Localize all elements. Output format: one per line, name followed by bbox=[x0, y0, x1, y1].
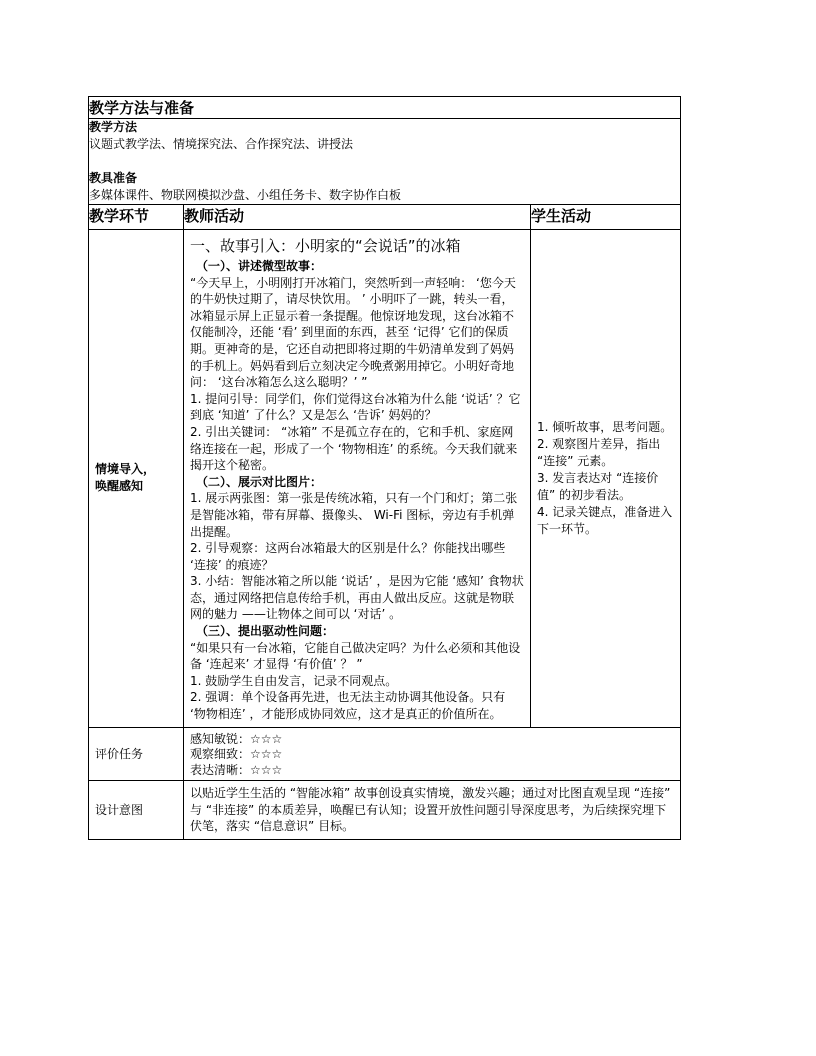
driving-question: “如果只有一台冰箱，它能自己做决定吗？为什么必须和其他设备 ‘连起来’ 才显得 ‘有价值’ ？ ” bbox=[190, 640, 521, 672]
design-intent-row bbox=[89, 781, 681, 840]
teacher-step: 1. 展示两张图：第一张是传统冰箱，只有一个门和灯；第二张是智能冰箱，带有屏幕、摄像头、 Wi-Fi 图标，旁边有手机弹出提醒。 bbox=[190, 491, 518, 539]
evaluation-label: 评价任务 bbox=[89, 727, 184, 781]
student-activity-cell bbox=[531, 230, 681, 728]
teacher-step: 1. 提问引导：同学们，你们觉得这台冰箱为什么能 ‘说话’ ？它到底 ‘知道’ 了什么？又是怎么 ‘告诉’ 妈妈的？ bbox=[190, 391, 521, 423]
column-header-teacher: 教师活动 bbox=[184, 205, 531, 230]
teacher-step: 3. 小结：智能冰箱之所以能 ‘说话’ ，是因为它能 ‘感知’ 食物状态，通过网络把信息传给手机，再由人做出反应。这就是物联网的魅力 ——让物体之间可以 ‘对话’ 。 bbox=[190, 574, 524, 622]
teacher-step: 2. 强调：单个设备再先进，也无法主动协调其他设备。只有 ‘物物相连’ ，才能形成协同效应，这才是真正的价值所在。 bbox=[190, 690, 506, 722]
evaluation-row bbox=[89, 727, 681, 781]
evaluation-cell bbox=[184, 727, 681, 781]
student-item: 3. 发言表达对 “连接价值” 的初步看法。 bbox=[537, 470, 659, 502]
tools-text: 多媒体课件、物联网模拟沙盘、小组任务卡、数字协作白板 bbox=[89, 188, 402, 202]
column-header-student: 学生活动 bbox=[531, 205, 681, 230]
evaluation-item: 表达清晰：☆☆☆ bbox=[190, 762, 283, 777]
teacher-activity-cell bbox=[184, 230, 531, 728]
methods-prep-row bbox=[89, 119, 681, 205]
column-header-stage: 教学环节 bbox=[89, 205, 184, 230]
student-item: 2. 观察图片差异，指出 “连接” 元素。 bbox=[537, 436, 661, 468]
teacher-step: 2. 引导观察：这两台冰箱最大的区别是什么？你能找出哪些 ‘连接’ 的痕迹？ bbox=[190, 541, 506, 572]
story-paragraph: “今天早上，小明刚打开冰箱门，突然听到一声轻响： ‘您今天的牛奶快过期了，请尽快饮用。 ’ 小明吓了一跳，转头一看，冰箱显示屏上正显示着一条提醒。他惊讶地发现，这台冰箱不仅能制冷，还能 ‘看’ 到里面的东西，甚至 ‘记得’ 它们的保质期。更神奇的是，它还自动把即将过期的牛奶清单发到了妈妈的手机上。妈妈看到后立刻决定今晚煮粥用掉它。小明好奇地问： ‘这台冰箱怎么这么聪明？’ ” bbox=[190, 275, 516, 390]
part3-title: （三）、提出驱动性问题： bbox=[196, 624, 335, 639]
teacher-step: 2. 引出关键词： “冰箱” 不是孤立存在的，它和手机、家庭网络连接在一起，形成了一个 ‘物物相连’ 的系统。今天我们就来揭开这个秘密。 bbox=[190, 424, 518, 473]
stage-name-line: 情境导入， bbox=[95, 462, 156, 477]
stage-name-cell bbox=[89, 230, 184, 728]
methods-prep-cell bbox=[89, 119, 681, 205]
evaluation-item: 感知敏锐：☆☆☆ bbox=[190, 731, 283, 746]
methods-text: 议题式教学法、情境探究法、合作探究法、讲授法 bbox=[89, 137, 354, 151]
teacher-step: 1. 鼓励学生自由发言，记录不同观点。 bbox=[190, 673, 398, 688]
design-intent-label: 设计意图 bbox=[89, 781, 184, 840]
part2-title: （二）、展示对比图片： bbox=[196, 474, 323, 489]
part1-title: （一）、讲述微型故事： bbox=[196, 259, 323, 273]
activity-row bbox=[89, 230, 681, 728]
evaluation-item: 观察细致：☆☆☆ bbox=[190, 747, 283, 762]
stage-name-line: 唤醒感知 bbox=[95, 479, 144, 494]
student-item: 4. 记录关键点，准备进入下一环节。 bbox=[537, 504, 673, 536]
student-item: 1. 倾听故事，思考问题。 bbox=[537, 419, 673, 434]
section-title: 教学方法与准备 bbox=[89, 97, 681, 119]
teacher-main-title: 一、故事引入：小明家的“会说话”的冰箱 bbox=[190, 237, 461, 255]
methods-heading: 教学方法 bbox=[89, 120, 138, 134]
column-header-row bbox=[89, 205, 681, 230]
lesson-plan-table bbox=[88, 96, 681, 840]
design-intent-text: 以贴近学生生活的 “智能冰箱” 故事创设真实情境，激发兴趣；通过对比图直观呈现 “连接” 与 “非连接” 的本质差异，唤醒已有认知；设置开放性问题引导深度思考，为后续探究埋下伏笔，落实 “信息意识” 目标。 bbox=[184, 781, 681, 840]
spacer bbox=[89, 153, 680, 170]
methods-section-title-row bbox=[89, 97, 681, 119]
tools-heading: 教具准备 bbox=[89, 171, 138, 185]
